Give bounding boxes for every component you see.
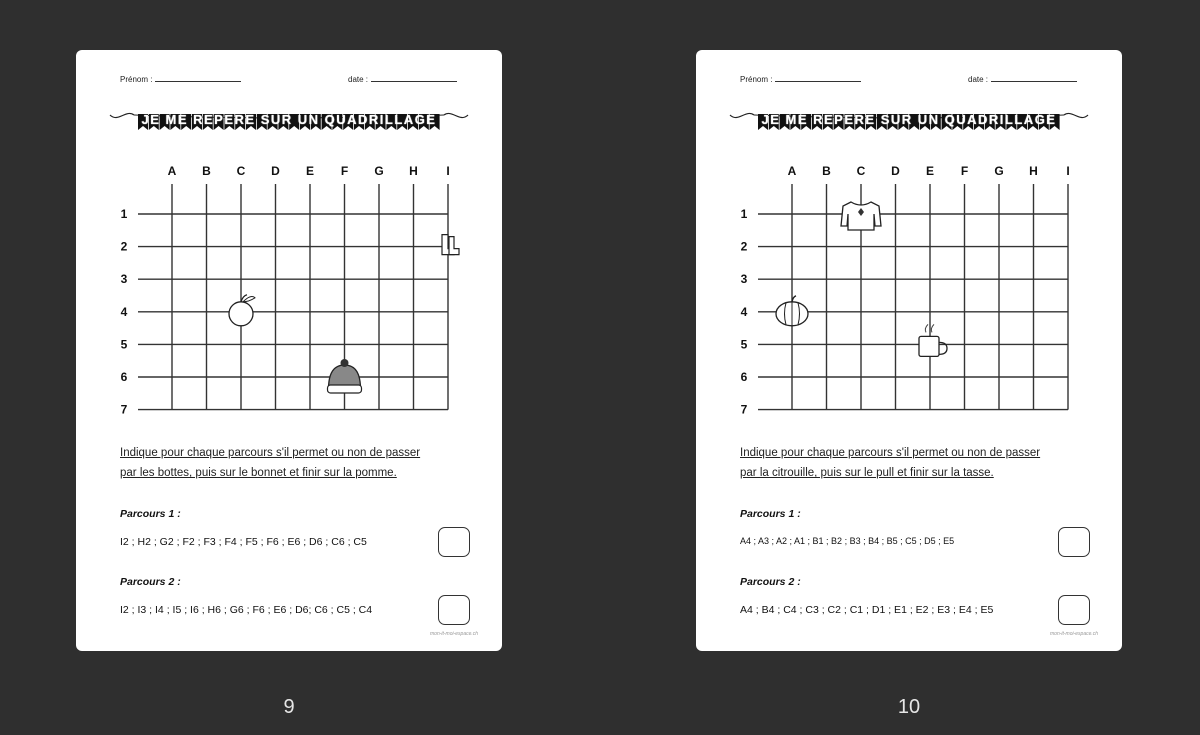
column-label-d: D xyxy=(271,164,280,178)
parcours-2-route: A4 ; B4 ; C4 ; C3 ; C2 ; C1 ; D1 ; E1 ; E2 ; E3 ; E4 ; E5 xyxy=(740,604,994,616)
column-label-i: I xyxy=(446,164,450,178)
page-title: JE ME REPERE SUR UN QUADRILLAGE xyxy=(141,112,437,127)
column-label-e: E xyxy=(305,164,315,178)
parcours-2-checkbox[interactable] xyxy=(438,595,470,625)
instruction-text: Indique pour chaque parcours s'il permet ou non de passer par les bottes, puis sur le bonnet et finir sur la pomme. xyxy=(120,447,421,479)
worksheet-page-9[interactable] xyxy=(76,50,502,651)
row-label-5: 5 xyxy=(740,337,748,352)
column-label-c: C xyxy=(856,164,866,178)
column-label-c: C xyxy=(236,164,246,178)
column-label-a: A xyxy=(787,164,797,178)
citrouille-icon xyxy=(776,296,808,326)
coordinate-grid xyxy=(696,150,1122,430)
parcours-1-route: A4 ; A3 ; A2 ; A1 ; B1 ; B2 ; B3 ; B4 ; B5 ; C5 ; D5 ; E5 xyxy=(740,536,955,546)
page-number: 9 xyxy=(283,696,295,718)
date-field: date : xyxy=(348,74,457,84)
pomme-icon xyxy=(229,295,255,326)
parcours-2-label: Parcours 2 : xyxy=(740,576,801,588)
column-label-g: G xyxy=(374,164,384,178)
prenom-field: Prénom : xyxy=(120,74,241,84)
bonnet-icon xyxy=(328,359,362,393)
parcours-1-label: Parcours 1 : xyxy=(740,508,801,520)
parcours-1-checkbox[interactable] xyxy=(1058,527,1090,557)
column-label-d: D xyxy=(891,164,900,178)
prenom-field: Prénom : xyxy=(740,74,861,84)
instruction-text: Indique pour chaque parcours s'il permet ou non de passer par la citrouille, puis sur le pull et finir sur la tasse. xyxy=(740,447,1041,479)
column-label-f: F xyxy=(340,164,349,178)
row-label-6: 6 xyxy=(740,370,748,384)
parcours-2-route: I2 ; I3 ; I4 ; I5 ; I6 ; H6 ; G6 ; F6 ; E6 ; D6; C6 ; C5 ; C4 xyxy=(120,604,373,616)
column-label-a: A xyxy=(167,164,177,178)
column-label-e: E xyxy=(925,164,935,178)
credit-text: mon-it-moi-espace.ch xyxy=(430,631,479,637)
column-label-g: G xyxy=(994,164,1004,178)
date-field: date : xyxy=(968,74,1077,84)
parcours-2-label: Parcours 2 : xyxy=(120,576,181,588)
column-label-f: F xyxy=(960,164,969,178)
row-label-1: 1 xyxy=(120,207,128,221)
tasse-icon xyxy=(919,324,947,356)
row-label-2: 2 xyxy=(740,239,748,254)
parcours-1-route: I2 ; H2 ; G2 ; F2 ; F3 ; F4 ; F5 ; F6 ; E6 ; D6 ; C6 ; C5 xyxy=(120,536,367,548)
parcours-1-checkbox[interactable] xyxy=(438,527,470,557)
row-label-3: 3 xyxy=(120,272,128,287)
row-label-5: 5 xyxy=(120,337,128,352)
row-label-7: 7 xyxy=(740,402,748,417)
pull-icon xyxy=(841,202,881,230)
row-label-2: 2 xyxy=(120,239,128,254)
column-label-b: B xyxy=(822,164,831,178)
worksheet-page-10[interactable] xyxy=(696,50,1122,651)
row-label-4: 4 xyxy=(120,304,128,319)
row-label-7: 7 xyxy=(120,402,128,417)
row-label-1: 1 xyxy=(740,207,748,221)
bottes-icon xyxy=(442,235,459,255)
row-label-3: 3 xyxy=(740,272,748,287)
credit-text: mon-it-moi-espace.ch xyxy=(1050,631,1099,637)
column-label-b: B xyxy=(202,164,211,178)
row-label-6: 6 xyxy=(120,370,128,384)
column-label-i: I xyxy=(1066,164,1070,178)
parcours-1-label: Parcours 1 : xyxy=(120,508,181,520)
page-title: JE ME REPERE SUR UN QUADRILLAGE xyxy=(761,112,1057,127)
parcours-2-checkbox[interactable] xyxy=(1058,595,1090,625)
column-label-h: H xyxy=(409,164,418,178)
page-number: 10 xyxy=(897,696,921,718)
column-label-h: H xyxy=(1029,164,1038,178)
coordinate-grid xyxy=(76,150,502,430)
row-label-4: 4 xyxy=(740,304,748,319)
